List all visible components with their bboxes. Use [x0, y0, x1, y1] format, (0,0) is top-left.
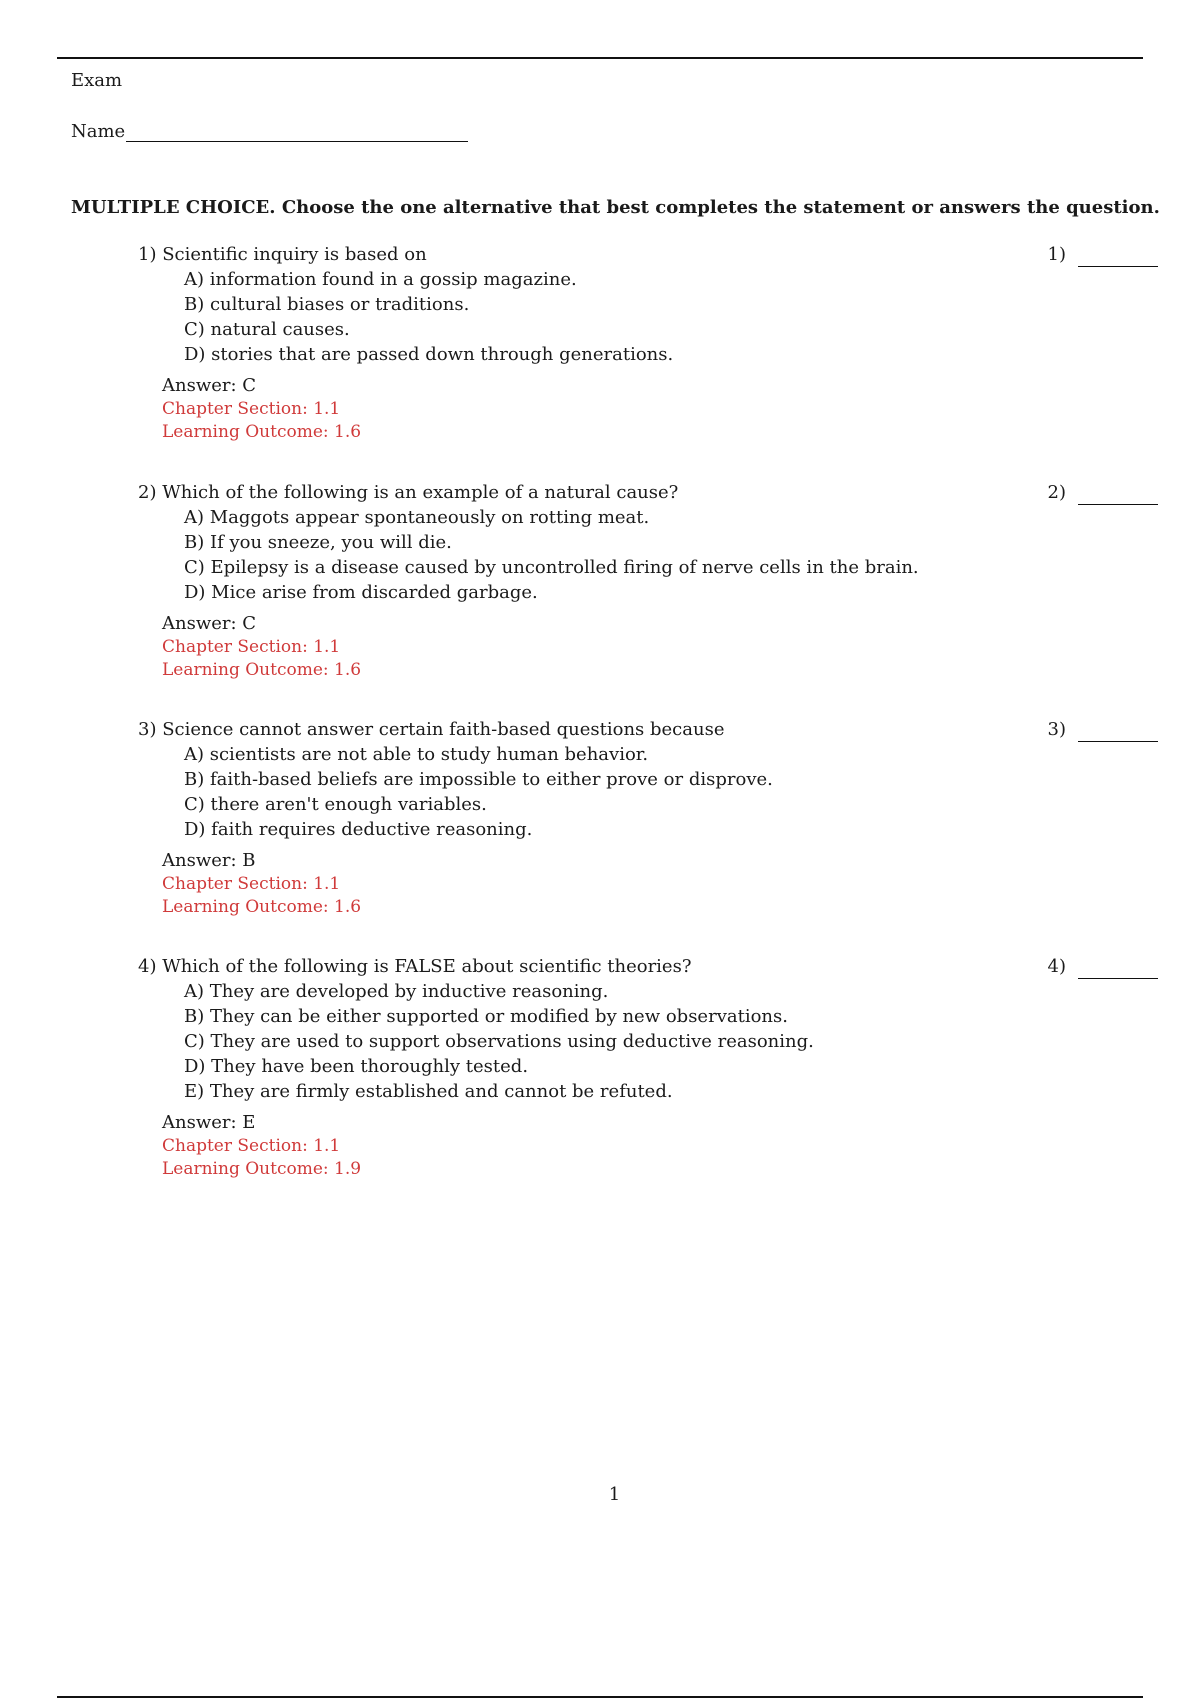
option-c: C) natural causes.	[184, 319, 350, 340]
option-a: A) They are developed by inductive reasoning.	[184, 981, 609, 1002]
answer-blank	[1078, 964, 1158, 979]
option-d: D) faith requires deductive reasoning.	[184, 819, 533, 840]
option-d: D) Mice arise from discarded garbage.	[184, 582, 538, 603]
learning-outcome: Learning Outcome: 1.9	[162, 1159, 362, 1179]
answer-slot	[1048, 242, 1158, 267]
option-list	[138, 742, 1158, 842]
answer-slot-number: 3)	[1047, 719, 1066, 740]
name-label: Name	[71, 121, 126, 142]
option-d: D) stories that are passed down through generations.	[184, 344, 674, 365]
question-3	[138, 717, 1158, 919]
question-1	[138, 242, 1158, 444]
answer-slot-number: 4)	[1047, 956, 1066, 977]
section-instructions: MULTIPLE CHOICE. Choose the one alternative that best completes the statement or answers the question.	[71, 197, 1160, 218]
option-list	[138, 505, 1158, 605]
option-a: A) information found in a gossip magazine.	[184, 269, 577, 290]
answer-slot	[1048, 480, 1158, 505]
option-b: B) They can be either supported or modified by new observations.	[184, 1006, 788, 1027]
name-line	[71, 121, 468, 142]
learning-outcome: Learning Outcome: 1.6	[162, 660, 362, 680]
option-b: B) If you sneeze, you will die.	[184, 532, 452, 553]
page-number: 1	[608, 1484, 621, 1505]
chapter-section: Chapter Section: 1.1	[162, 399, 341, 419]
bottom-rule	[57, 1696, 1143, 1698]
answer-key: Answer: B	[162, 850, 256, 871]
chapter-section: Chapter Section: 1.1	[162, 874, 341, 894]
name-blank	[126, 123, 468, 142]
option-list	[138, 267, 1158, 367]
option-d: D) They have been thoroughly tested.	[184, 1056, 529, 1077]
question-4	[138, 954, 1158, 1181]
option-b: B) faith-based beliefs are impossible to either prove or disprove.	[184, 769, 773, 790]
option-c: C) They are used to support observations using deductive reasoning.	[184, 1031, 814, 1052]
answer-slot	[1048, 954, 1158, 979]
chapter-section: Chapter Section: 1.1	[162, 1136, 341, 1156]
option-e: E) They are firmly established and cannot be refuted.	[184, 1081, 673, 1102]
option-c: C) there aren't enough variables.	[184, 794, 487, 815]
chapter-section: Chapter Section: 1.1	[162, 637, 341, 657]
question-stem: 4) Which of the following is FALSE about scientific theories?	[138, 956, 692, 977]
answer-slot-number: 1)	[1047, 244, 1066, 265]
answer-blank	[1078, 252, 1158, 267]
option-a: A) scientists are not able to study human behavior.	[184, 744, 649, 765]
learning-outcome: Learning Outcome: 1.6	[162, 897, 362, 917]
answer-key: Answer: E	[162, 1112, 256, 1133]
option-b: B) cultural biases or traditions.	[184, 294, 470, 315]
answer-slot-number: 2)	[1047, 482, 1066, 503]
question-stem: 1) Scientific inquiry is based on	[138, 244, 427, 265]
question-stem: 3) Science cannot answer certain faith-based questions because	[138, 719, 725, 740]
top-rule	[57, 57, 1143, 59]
exam-title: Exam	[71, 70, 123, 91]
answer-blank	[1078, 727, 1158, 742]
answer-blank	[1078, 490, 1158, 505]
option-list	[138, 979, 1158, 1104]
option-c: C) Epilepsy is a disease caused by uncontrolled firing of nerve cells in the brain.	[184, 557, 919, 578]
question-2	[138, 480, 1158, 682]
option-a: A) Maggots appear spontaneously on rotting meat.	[184, 507, 650, 528]
answer-key: Answer: C	[162, 613, 257, 634]
answer-slot	[1048, 717, 1158, 742]
learning-outcome: Learning Outcome: 1.6	[162, 422, 362, 442]
question-stem: 2) Which of the following is an example of a natural cause?	[138, 482, 679, 503]
answer-key: Answer: C	[162, 375, 257, 396]
